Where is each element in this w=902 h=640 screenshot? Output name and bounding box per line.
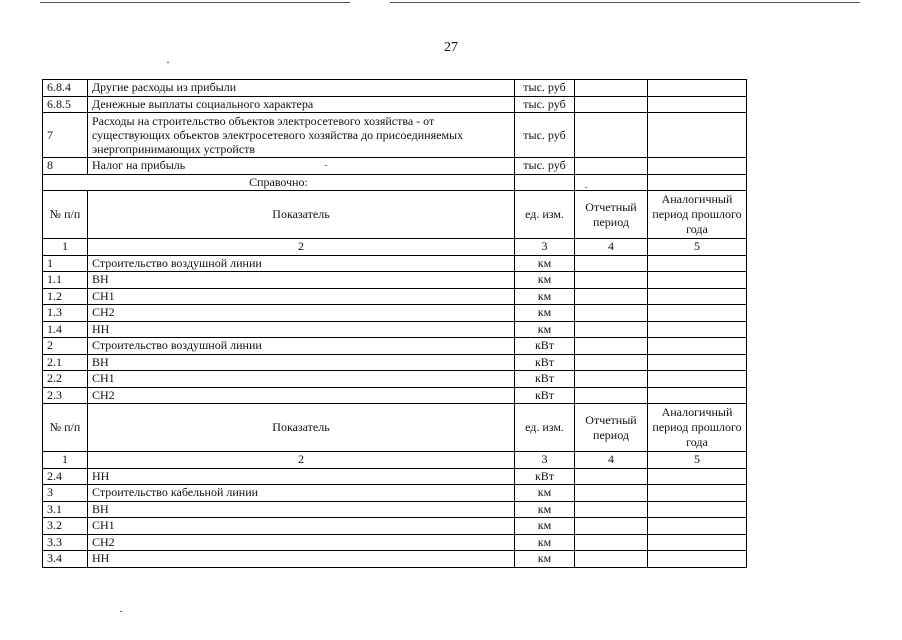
table-row [43,387,747,404]
row-indicator: Расходы на строительство объектов электросетевого хозяйства - от существующих объектов электросетевого хозяйства до присоединяемых энергопринимающих устройств [88,113,515,158]
row-unit: км [515,518,575,535]
row-current-value [575,338,648,355]
reference-current-cell [575,174,648,191]
row-number: 7 [43,113,88,158]
row-indicator: НН [88,321,515,338]
row-unit: км [515,255,575,272]
row-number: 1.1 [43,272,88,289]
row-current-value [575,518,648,535]
column-number-row [43,452,747,469]
table-row [43,80,747,97]
row-number: 6.8.4 [43,80,88,97]
row-indicator: Строительство воздушной линии [88,255,515,272]
row-previous-value [648,354,747,371]
row-current-value [575,551,648,568]
row-unit: км [515,551,575,568]
table-row [43,551,747,568]
row-previous-value [648,551,747,568]
row-current-value [575,387,648,404]
scan-speck [585,187,587,188]
row-indicator: ВН [88,501,515,518]
column-number: 3 [515,239,575,256]
row-number: 1.3 [43,305,88,322]
row-indicator: Строительство кабельной линии [88,485,515,502]
row-number: 2.2 [43,371,88,388]
column-number: 4 [575,452,648,469]
page-number: 27 [444,40,458,55]
row-unit: км [515,501,575,518]
row-current-value [575,255,648,272]
column-header-indicator: Показатель [88,191,515,239]
row-current-value [575,371,648,388]
scan-top-rule-left [40,2,350,3]
row-number: 3.1 [43,501,88,518]
row-previous-value [648,501,747,518]
column-header-row [43,191,747,239]
reference-unit-cell [515,174,575,191]
column-header-indicator: Показатель [88,404,515,452]
column-number: 3 [515,452,575,469]
reference-previous-cell [648,174,747,191]
row-unit: кВт [515,338,575,355]
row-previous-value [648,80,747,97]
row-unit: тыс. руб [515,96,575,113]
row-previous-value [648,485,747,502]
column-header-row [43,404,747,452]
row-previous-value [648,321,747,338]
column-number: 4 [575,239,648,256]
row-indicator: ВН [88,272,515,289]
row-previous-value [648,371,747,388]
scan-speck [167,62,169,63]
row-current-value [575,80,648,97]
row-indicator: Другие расходы из прибыли [88,80,515,97]
row-indicator: СН2 [88,534,515,551]
row-current-value [575,485,648,502]
table-row [43,255,747,272]
row-unit: км [515,288,575,305]
row-indicator: СН1 [88,518,515,535]
row-number: 6.8.5 [43,96,88,113]
column-header-unit: ед. изм. [515,404,575,452]
row-previous-value [648,534,747,551]
row-number: 3.2 [43,518,88,535]
row-current-value [575,272,648,289]
row-current-value [575,113,648,158]
table-row [43,371,747,388]
row-current-value [575,534,648,551]
row-unit: км [515,321,575,338]
table-row [43,534,747,551]
row-unit: км [515,534,575,551]
report-table-body [43,80,747,568]
column-header-current: Отчетный период [575,404,648,452]
row-indicator: НН [88,468,515,485]
row-previous-value [648,305,747,322]
row-number: 2.4 [43,468,88,485]
table-row [43,272,747,289]
column-number: 5 [648,239,747,256]
row-indicator: Строительство воздушной линии [88,338,515,355]
column-header-previous: Аналогичный период прошлого года [648,404,747,452]
table-row [43,321,747,338]
row-number: 1.4 [43,321,88,338]
row-current-value [575,501,648,518]
row-unit: км [515,272,575,289]
table-row [43,158,747,175]
row-unit: тыс. руб [515,113,575,158]
row-previous-value [648,158,747,175]
column-number-row [43,239,747,256]
row-indicator: НН [88,551,515,568]
row-current-value [575,305,648,322]
row-number: 1 [43,255,88,272]
column-header-previous: Аналогичный период прошлого года [648,191,747,239]
row-indicator: СН2 [88,305,515,322]
column-header-number: № п/п [43,191,88,239]
scan-speck [325,165,327,166]
row-current-value [575,354,648,371]
row-previous-value [648,255,747,272]
column-number: 1 [43,452,88,469]
column-header-current: Отчетный период [575,191,648,239]
row-unit: км [515,485,575,502]
row-number: 8 [43,158,88,175]
table-row [43,96,747,113]
table-row [43,305,747,322]
row-previous-value [648,288,747,305]
reference-label: Справочно: [43,174,515,191]
row-current-value [575,321,648,338]
row-previous-value [648,338,747,355]
row-current-value [575,158,648,175]
table-row [43,518,747,535]
row-indicator: ВН [88,354,515,371]
row-current-value [575,96,648,113]
table-row [43,354,747,371]
row-previous-value [648,272,747,289]
row-number: 3 [43,485,88,502]
row-unit: кВт [515,371,575,388]
row-number: 3.4 [43,551,88,568]
row-number: 1.2 [43,288,88,305]
table-row [43,288,747,305]
row-unit: кВт [515,354,575,371]
row-current-value [575,288,648,305]
row-previous-value [648,518,747,535]
table-row [43,468,747,485]
table-row [43,338,747,355]
row-indicator: Денежные выплаты социального характера [88,96,515,113]
row-number: 2 [43,338,88,355]
row-indicator: СН1 [88,288,515,305]
row-previous-value [648,387,747,404]
scan-top-rule-right [390,2,860,3]
row-previous-value [648,468,747,485]
scan-speck [120,611,122,612]
row-previous-value [648,96,747,113]
column-number: 5 [648,452,747,469]
row-indicator: СН2 [88,387,515,404]
row-number: 2.3 [43,387,88,404]
column-number: 2 [88,452,515,469]
row-number: 2.1 [43,354,88,371]
row-unit: тыс. руб [515,80,575,97]
table-row [43,113,747,158]
column-number: 1 [43,239,88,256]
row-unit: кВт [515,387,575,404]
row-number: 3.3 [43,534,88,551]
report-table [42,79,747,568]
column-header-number: № п/п [43,404,88,452]
row-unit: км [515,305,575,322]
row-indicator: СН1 [88,371,515,388]
column-header-unit: ед. изм. [515,191,575,239]
row-unit: кВт [515,468,575,485]
row-previous-value [648,113,747,158]
table-row [43,485,747,502]
row-indicator: Налог на прибыль [88,158,515,175]
table-row [43,501,747,518]
column-number: 2 [88,239,515,256]
row-unit: тыс. руб [515,158,575,175]
row-current-value [575,468,648,485]
reference-row [43,174,747,191]
